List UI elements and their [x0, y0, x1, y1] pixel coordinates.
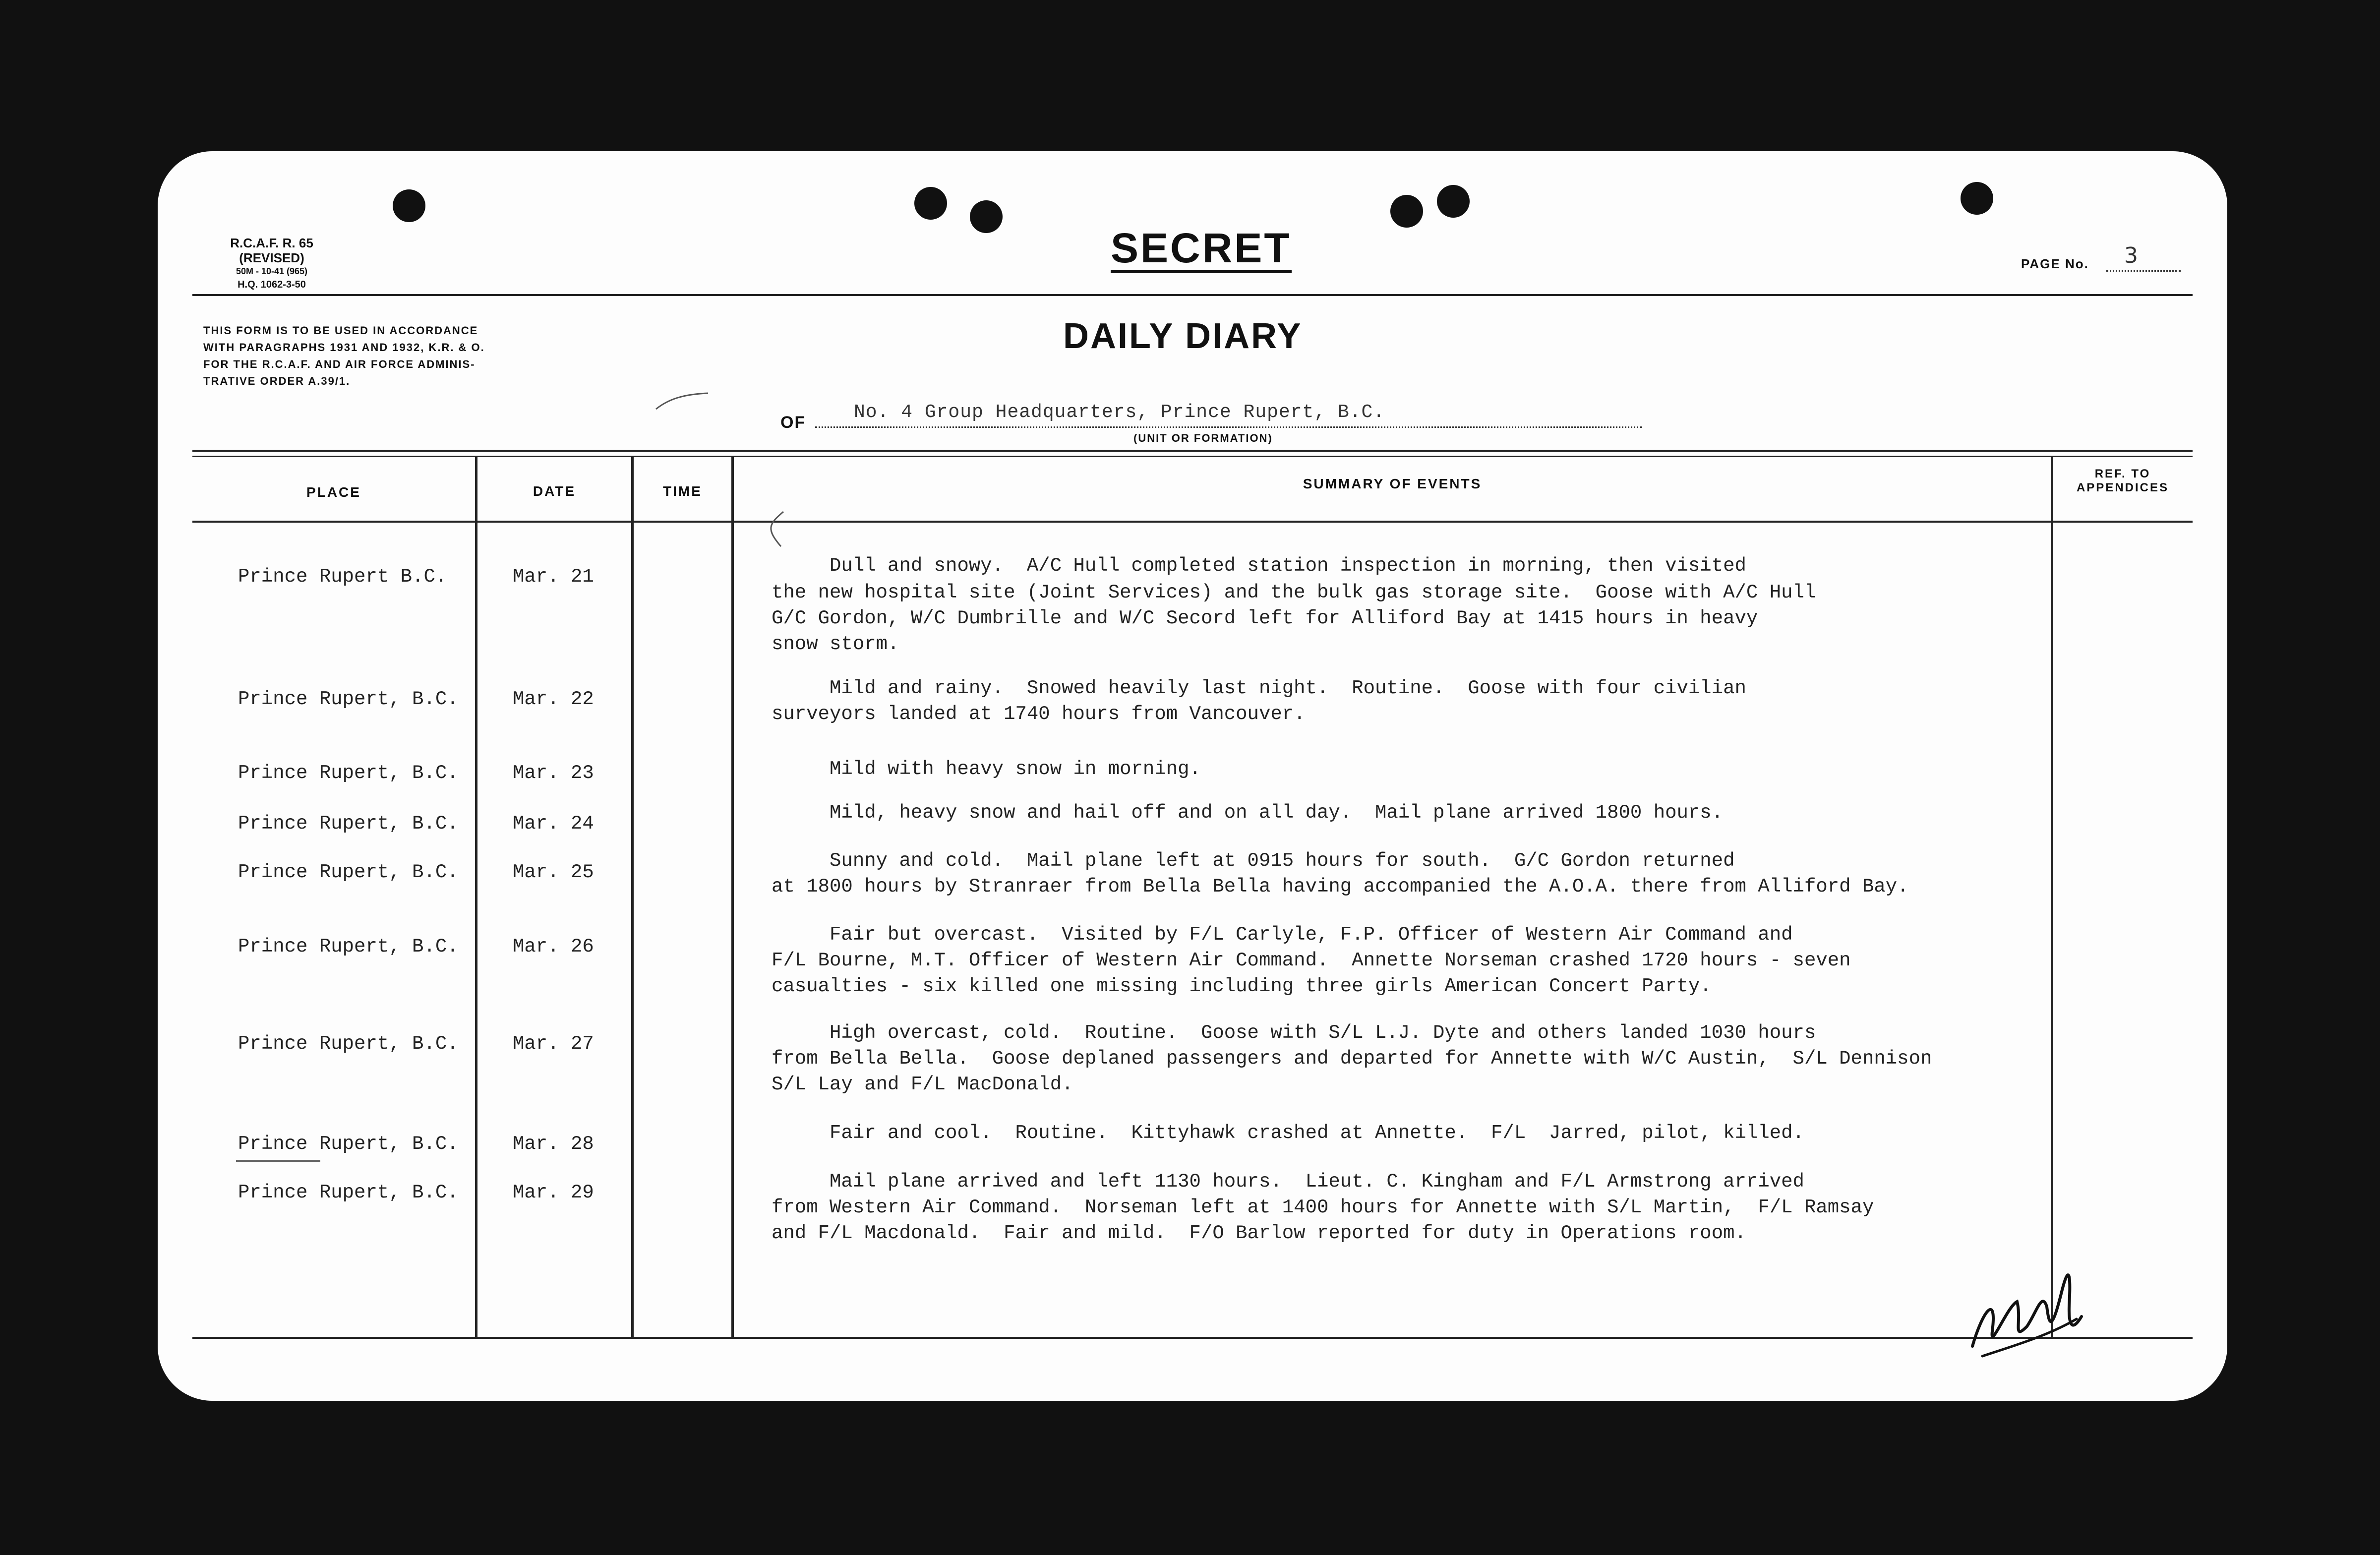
pencil-mark: [654, 384, 713, 414]
punch-hole: [914, 187, 947, 220]
entry-summary-line: from Bella Bella. Goose deplaned passengers and departed for Annette with W/C Austin, S/L Dennison: [772, 1048, 1932, 1070]
unit-line: [815, 426, 1642, 428]
form-note: [203, 322, 600, 390]
column-header-time: TIME: [663, 483, 702, 499]
table-top-rule: [192, 450, 2193, 452]
column-header-rule: [192, 521, 2193, 523]
signature-mark: [1963, 1232, 2091, 1361]
entry-place: Prince Rupert, B.C.: [238, 813, 459, 835]
punch-hole: [1437, 185, 1470, 218]
column-header-summary: SUMMARY OF EVENTS: [1303, 476, 1482, 491]
entry-place: Prince Rupert, B.C.: [238, 762, 459, 784]
ref-header-line: REF. TO: [2094, 467, 2151, 480]
form-reference: [197, 236, 346, 292]
punch-hole: [1390, 195, 1423, 228]
form-ref-line: 50M - 10-41 (965): [236, 266, 308, 276]
entry-summary-line: Fair but overcast. Visited by F/L Carlyle, F.P. Officer of Western Air Command and: [772, 924, 1793, 946]
entry-place: Prince Rupert B.C.: [238, 566, 447, 588]
entry-summary-line: Sunny and cold. Mail plane left at 0915 hours for south. G/C Gordon returned: [772, 850, 1735, 872]
unit-caption: (UNIT OR FORMATION): [1133, 432, 1273, 444]
pencil-mark: [759, 509, 788, 549]
column-divider: [631, 456, 634, 1337]
column-divider: [475, 456, 477, 1337]
entry-place: Prince Rupert, B.C.: [238, 1133, 459, 1155]
form-note-line: TRATIVE ORDER A.39/1.: [203, 375, 351, 387]
header-rule: [192, 294, 2193, 296]
form-ref-line: H.Q. 1062-3-50: [238, 279, 306, 290]
table-top-rule: [192, 456, 2193, 457]
column-header-date: DATE: [533, 483, 576, 499]
punch-hole: [393, 189, 425, 222]
entry-summary-line: Fair and cool. Routine. Kittyhawk crashed at Annette. F/L Jarred, pilot, killed.: [772, 1122, 1804, 1144]
table-bottom-rule: [192, 1337, 2193, 1339]
entry-date: Mar. 23: [513, 762, 594, 784]
entry-summary-line: the new hospital site (Joint Services) and the bulk gas storage site. Goose with A/C Hull: [772, 582, 1816, 603]
entry-summary-line: Dull and snowy. A/C Hull completed station inspection in morning, then visited: [772, 555, 1746, 577]
entry-place: Prince Rupert, B.C.: [238, 1033, 459, 1055]
entry-summary-line: casualties - six killed one missing including three girls American Concert Party.: [772, 975, 1712, 997]
entry-date: Mar. 21: [513, 566, 594, 588]
form-ref-line: R.C.A.F. R. 65 (REVISED): [230, 236, 313, 265]
entry-summary-line: at 1800 hours by Stranraer from Bella Bella having accompanied the A.O.A. there from Alliford Bay.: [772, 876, 1909, 897]
entry-summary-line: Mail plane arrived and left 1130 hours. Lieut. C. Kingham and F/L Armstrong arrived: [772, 1171, 1804, 1193]
form-note-line: WITH PARAGRAPHS 1931 AND 1932, K.R. & O.: [203, 341, 485, 354]
entry-summary-line: Mild, heavy snow and hail off and on all day. Mail plane arrived 1800 hours.: [772, 802, 1724, 824]
entry-summary-line: snow storm.: [772, 633, 899, 655]
entry-summary-line: High overcast, cold. Routine. Goose with S/L L.J. Dyte and others landed 1030 hours: [772, 1022, 1816, 1044]
entry-date: Mar. 25: [513, 861, 594, 883]
column-header-ref: [2053, 467, 2192, 495]
entry-place: Prince Rupert, B.C.: [238, 861, 459, 883]
of-label: OF: [780, 413, 806, 432]
column-divider: [731, 456, 734, 1337]
page-title: DAILY DIARY: [1063, 316, 1303, 356]
entry-date: Mar. 28: [513, 1133, 594, 1155]
entry-date: Mar. 27: [513, 1033, 594, 1055]
entry-place: Prince Rupert, B.C.: [238, 688, 459, 710]
form-note-line: FOR THE R.C.A.F. AND AIR FORCE ADMINIS-: [203, 358, 476, 370]
entry-summary-line: surveyors landed at 1740 hours from Vancouver.: [772, 703, 1306, 725]
entry-place: Prince Rupert, B.C.: [238, 936, 459, 957]
entry-place: Prince Rupert, B.C.: [238, 1182, 459, 1203]
ref-header-line: APPENDICES: [2076, 481, 2169, 494]
column-divider: [2051, 456, 2053, 1337]
column-header-place: PLACE: [306, 484, 361, 500]
page-number-line: [2106, 270, 2181, 272]
punch-hole: [970, 200, 1003, 233]
page-label: PAGE No.: [2021, 256, 2089, 271]
form-note-line: THIS FORM IS TO BE USED IN ACCORDANCE: [203, 324, 478, 337]
entry-summary-line: Mild with heavy snow in morning.: [772, 758, 1201, 780]
punch-hole: [1961, 182, 1993, 215]
entry-date: Mar. 22: [513, 688, 594, 710]
entry-summary-line: Mild and rainy. Snowed heavily last night. Routine. Goose with four civilian: [772, 677, 1746, 699]
diary-sheet: [158, 151, 2227, 1401]
classification-stamp: SECRET: [1111, 226, 1292, 273]
entry-summary-line: from Western Air Command. Norseman left at 1400 hours for Annette with S/L Martin, F/L Ramsay: [772, 1196, 1874, 1218]
page-number: 3: [2124, 243, 2138, 268]
entry-date: Mar. 29: [513, 1182, 594, 1203]
unit-name: No. 4 Group Headquarters, Prince Rupert, B.C.: [854, 402, 1385, 423]
entry-summary-line: G/C Gordon, W/C Dumbrille and W/C Secord left for Alliford Bay at 1415 hours in heavy: [772, 607, 1758, 629]
entry-date: Mar. 24: [513, 813, 594, 835]
pencil-underline: [236, 1160, 320, 1162]
entry-summary-line: F/L Bourne, M.T. Officer of Western Air Command. Annette Norseman crashed 1720 hours - seven: [772, 950, 1851, 971]
entry-date: Mar. 26: [513, 936, 594, 957]
entry-summary-line: and F/L Macdonald. Fair and mild. F/O Barlow reported for duty in Operations room.: [772, 1222, 1746, 1244]
entry-summary-line: S/L Lay and F/L MacDonald.: [772, 1074, 1073, 1095]
